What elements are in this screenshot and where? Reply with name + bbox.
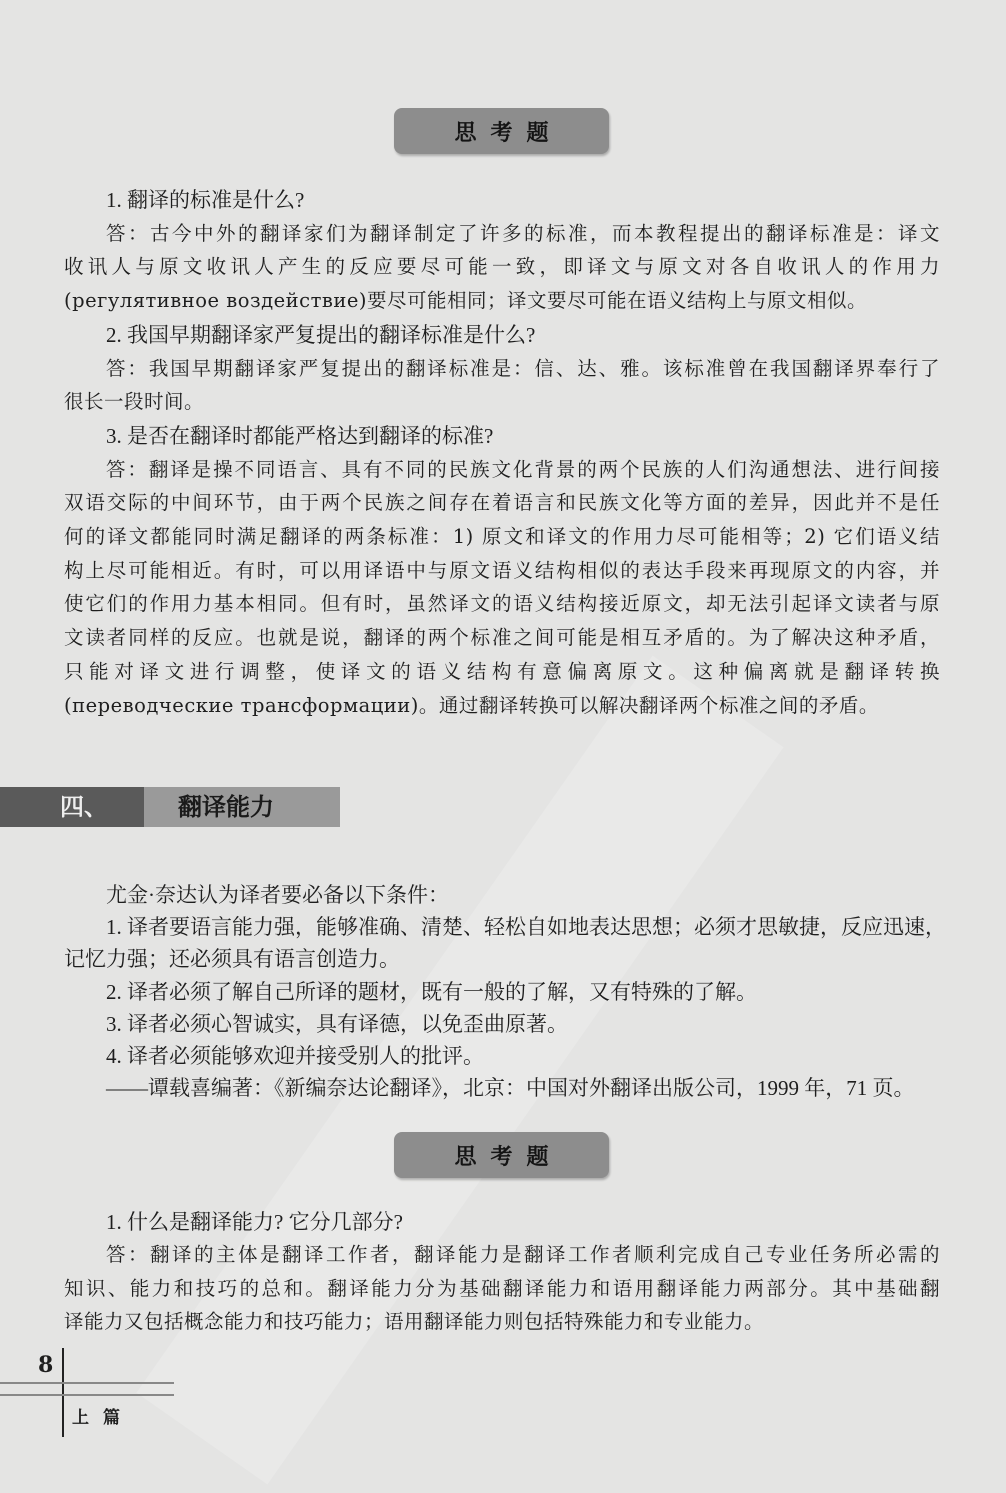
text-line: (переводческие трансформации)。通过翻译转换可以解决翻译两个标准之间的矛盾。 — [64, 693, 879, 717]
part-label: 上篇 — [72, 1408, 134, 1428]
text-line: 4. 译者必须能够欢迎并接受别人的批评。 — [106, 1044, 484, 1068]
text-line: 答：古今中外的翻译家们为翻译制定了许多的标准，而本教程提出的翻译标准是：译文 — [106, 221, 940, 245]
footer-rule-2 — [0, 1394, 174, 1396]
text-line: 收讯人与原文收讯人产生的反应要尽可能一致，即译文与原文对各自收讯人的作用力 — [64, 255, 940, 279]
text-line: 1. 什么是翻译能力? 它分几部分? — [106, 1210, 403, 1234]
text-line: 使它们的作用力基本相同。但有时，虽然译文的语义结构接近原文，却无法引起译文读者与原 — [64, 592, 940, 616]
text-line: 3. 是否在翻译时都能严格达到翻译的标准? — [106, 423, 494, 448]
text-line: 构上尽可能相近。有时，可以用译语中与原文语义结构相似的表达手段来再现原文的内容，并 — [64, 558, 940, 582]
footer-divider-vertical — [62, 1348, 64, 1437]
watermark-band — [136, 655, 783, 1484]
text-line: 知识、能力和技巧的总和。翻译能力分为基础翻译能力和语用翻译能力两部分。其中基础翻 — [64, 1276, 940, 1300]
thinking-questions-heading-2 — [394, 1132, 609, 1178]
text-line: ——谭载喜编著：《新编奈达论翻译》，北京：中国对外翻译出版公司，1999 年，71 页。 — [106, 1076, 915, 1101]
text-line: 很长一段时间。 — [64, 390, 205, 414]
text-line: 1. 译者要语言能力强，能够准确、清楚、轻松自如地表达思想；必须才思敏捷，反应迅速， — [106, 915, 946, 940]
text-line: 何的译文都能同时满足翻译的两条标准：1) 原文和译文的作用力尽可能相等；2) 它们语义结 — [64, 525, 940, 548]
heading-text: 思考题 — [454, 119, 563, 146]
page-number: 8 — [38, 1352, 54, 1378]
text-line: 答：我国早期翻译家严复提出的翻译标准是：信、达、雅。该标准曾在我国翻译界奉行了 — [106, 356, 940, 380]
text-line: 记忆力强；还必须具有语言创造力。 — [64, 947, 400, 972]
text-line: 2. 我国早期翻译家严复提出的翻译标准是什么? — [106, 322, 536, 347]
text-line: 文读者同样的反应。也就是说，翻译的两个标准之间可能是相互矛盾的。为了解决这种矛盾， — [64, 626, 940, 650]
text-line: 1. 翻译的标准是什么? — [106, 188, 305, 212]
section-number: 四、 — [0, 787, 144, 827]
section-title: 翻译能力 — [144, 787, 340, 827]
text-line: (регулятивное воздействие)要尽可能相同；译文要尽可能在语义结构上与原文相似。 — [64, 289, 867, 313]
thinking-questions-heading-1 — [394, 108, 609, 154]
footer-rule-1 — [0, 1382, 174, 1384]
text-line: 2. 译者必须了解自己所译的题材，既有一般的了解，又有特殊的了解。 — [106, 979, 757, 1004]
heading-text: 思考题 — [454, 1143, 563, 1170]
text-line: 译能力又包括概念能力和技巧能力；语用翻译能力则包括特殊能力和专业能力。 — [64, 1309, 765, 1333]
text-line: 尤金·奈达认为译者要必备以下条件： — [106, 883, 449, 907]
text-line: 答：翻译是操不同语言、具有不同的民族文化背景的两个民族的人们沟通想法、进行间接 — [106, 457, 940, 481]
text-line: 3. 译者必须心智诚实，具有译德，以免歪曲原著。 — [106, 1011, 568, 1036]
text-line: 答：翻译的主体是翻译工作者，翻译能力是翻译工作者顺利完成自己专业任务所必需的 — [106, 1243, 940, 1267]
text-line: 双语交际的中间环节，由于两个民族之间存在着语言和民族文化等方面的差异，因此并不是任 — [64, 491, 940, 515]
text-line: 只能对译文进行调整，使译文的语义结构有意偏离原文。这种偏离就是翻译转换 — [64, 659, 940, 683]
